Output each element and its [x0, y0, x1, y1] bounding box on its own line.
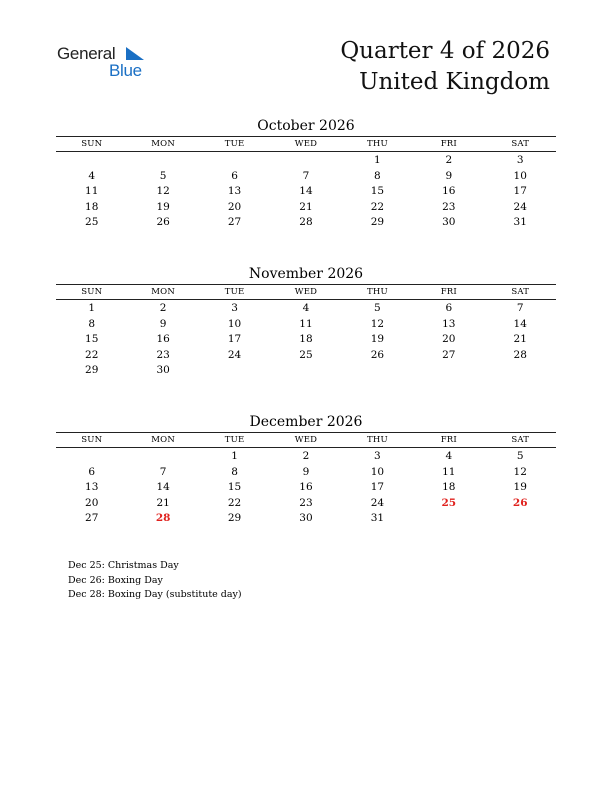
- empty-day-cell: [127, 152, 198, 168]
- weekday-header: FRI: [440, 435, 457, 445]
- day-cell: 17: [513, 185, 527, 197]
- logo-text-blue: Blue: [109, 61, 142, 80]
- weekday-header: SAT: [511, 287, 530, 297]
- day-cell: 3: [231, 302, 238, 314]
- weekday-header: SAT: [511, 435, 530, 445]
- day-cell: 29: [85, 364, 99, 376]
- day-cell: 14: [513, 317, 527, 330]
- weekday-header: MON: [151, 139, 175, 149]
- day-cell: 21: [299, 200, 313, 213]
- day-cell: 2: [445, 154, 453, 166]
- day-cell: 5: [374, 302, 381, 314]
- weekday-header: TUE: [224, 435, 245, 445]
- day-cell: 1: [374, 154, 381, 166]
- weekday-header: MON: [151, 287, 175, 297]
- holiday-day-cell: 28: [155, 512, 171, 524]
- day-cell: 3: [374, 450, 381, 462]
- weekday-header-row: [56, 433, 556, 448]
- holiday-day-cell: 25: [441, 496, 457, 509]
- day-cell: 10: [370, 465, 385, 478]
- title-quarter: Quarter 4 of 2026: [340, 38, 550, 64]
- calendar-grid: [56, 284, 556, 378]
- day-cell: 5: [516, 450, 524, 462]
- day-cell: 30: [299, 512, 313, 524]
- day-cell: 20: [442, 333, 456, 345]
- day-cell: 31: [513, 216, 527, 228]
- day-cell: 12: [370, 317, 385, 330]
- day-cell: 26: [370, 348, 385, 361]
- weekday-header: THU: [366, 139, 388, 149]
- day-cell: 15: [227, 481, 242, 493]
- day-cell: 17: [227, 333, 242, 345]
- day-cell: 27: [85, 512, 99, 524]
- weekday-header: SUN: [81, 435, 103, 445]
- month-title: December 2026: [249, 414, 363, 430]
- page-title: [340, 36, 550, 98]
- day-cell: 18: [85, 200, 99, 213]
- day-cell: 1: [231, 450, 238, 462]
- day-cell: 6: [445, 302, 453, 314]
- day-cell: 14: [156, 481, 170, 493]
- day-cell: 26: [156, 216, 170, 228]
- weekday-header-row: [56, 285, 556, 300]
- month-december: [56, 412, 556, 526]
- weekday-header: FRI: [440, 139, 457, 149]
- holiday-note: Dec 28: Boxing Day (substitute day): [68, 589, 242, 600]
- logo-triangle-icon: [126, 47, 146, 62]
- day-cell: 4: [445, 450, 453, 462]
- day-cell: 16: [442, 185, 456, 197]
- day-cell: 24: [227, 348, 242, 361]
- weekday-header: THU: [366, 435, 388, 445]
- day-cell: 13: [85, 481, 99, 493]
- day-cell: 22: [370, 200, 385, 213]
- day-cell: 7: [302, 169, 310, 182]
- day-cell: 2: [302, 450, 310, 462]
- weekday-header: TUE: [224, 139, 245, 149]
- logo-text-general: General: [57, 44, 116, 63]
- week-row: [56, 183, 556, 199]
- week-row: [56, 495, 556, 511]
- day-cell: 20: [85, 496, 99, 509]
- day-cell: 9: [445, 169, 453, 182]
- day-cell: 5: [159, 169, 167, 182]
- empty-day-cell: [127, 448, 198, 464]
- day-cell: 21: [156, 496, 170, 509]
- week-row: [56, 464, 556, 480]
- week-row: [56, 316, 556, 332]
- day-cell: 19: [513, 481, 527, 493]
- day-cell: 30: [442, 216, 456, 228]
- weekday-header: WED: [294, 287, 318, 297]
- day-cell: 6: [88, 465, 96, 478]
- day-cell: 9: [302, 465, 310, 478]
- day-cell: 23: [299, 496, 313, 509]
- day-cell: 4: [302, 302, 310, 314]
- day-cell: 7: [159, 465, 167, 478]
- day-cell: 16: [156, 333, 170, 345]
- day-cell: 2: [159, 302, 167, 314]
- day-cell: 15: [85, 333, 99, 345]
- day-cell: 9: [159, 317, 167, 330]
- day-cell: 24: [513, 200, 527, 213]
- empty-day-cell: [270, 362, 341, 378]
- empty-day-cell: [56, 152, 127, 168]
- day-cell: 25: [85, 216, 99, 228]
- day-cell: 11: [85, 185, 99, 197]
- holiday-note: Dec 26: Boxing Day: [68, 574, 163, 586]
- weekday-header: SUN: [81, 139, 103, 149]
- month-title: October 2026: [257, 118, 355, 134]
- day-cell: 7: [516, 302, 524, 314]
- day-cell: 13: [442, 317, 456, 330]
- week-row: [56, 479, 556, 495]
- day-cell: 12: [156, 185, 170, 197]
- day-cell: 13: [227, 185, 242, 197]
- day-cell: 10: [227, 317, 242, 330]
- weekday-header: THU: [366, 287, 388, 297]
- day-cell: 29: [370, 216, 385, 228]
- day-cell: 3: [516, 154, 524, 166]
- empty-day-cell: [270, 152, 341, 168]
- day-cell: 10: [513, 169, 527, 182]
- weekday-header: FRI: [440, 287, 457, 297]
- day-cell: 28: [299, 216, 313, 228]
- day-cell: 24: [370, 496, 385, 509]
- day-cell: 28: [513, 348, 527, 361]
- calendar-grid: [56, 432, 556, 526]
- weekday-header: WED: [294, 139, 318, 149]
- day-cell: 30: [156, 364, 170, 376]
- empty-day-cell: [485, 510, 556, 526]
- day-cell: 21: [513, 333, 527, 345]
- day-cell: 23: [442, 200, 456, 213]
- day-cell: 18: [299, 333, 313, 345]
- day-cell: 27: [442, 348, 456, 361]
- weekday-header: WED: [294, 435, 318, 445]
- week-row: [56, 362, 556, 378]
- month-title: November 2026: [248, 266, 364, 282]
- week-row: [56, 331, 556, 347]
- day-cell: 31: [370, 512, 385, 524]
- day-cell: 11: [299, 317, 313, 330]
- day-cell: 17: [370, 481, 385, 493]
- day-cell: 23: [156, 348, 170, 361]
- title-country: United Kingdom: [359, 69, 550, 95]
- brand-logo: [57, 44, 157, 84]
- empty-day-cell: [485, 362, 556, 378]
- week-row: [56, 448, 556, 464]
- holiday-note: Dec 25: Christmas Day: [68, 560, 179, 571]
- empty-day-cell: [56, 448, 127, 464]
- month-october: [56, 116, 556, 230]
- week-row: [56, 510, 556, 526]
- empty-day-cell: [342, 362, 413, 378]
- day-cell: 15: [370, 185, 385, 197]
- day-cell: 12: [513, 465, 527, 478]
- empty-day-cell: [413, 510, 484, 526]
- weeks-container: [56, 300, 556, 378]
- day-cell: 8: [231, 465, 238, 478]
- day-cell: 18: [442, 481, 456, 493]
- day-cell: 4: [88, 169, 96, 182]
- weekday-header: SUN: [81, 287, 103, 297]
- empty-day-cell: [413, 362, 484, 378]
- empty-day-cell: [199, 152, 270, 168]
- week-row: [56, 199, 556, 215]
- week-row: [56, 152, 556, 168]
- day-cell: 19: [370, 333, 385, 345]
- weekday-header-row: [56, 137, 556, 152]
- day-cell: 14: [299, 185, 313, 197]
- day-cell: 25: [299, 348, 313, 361]
- weekday-header: MON: [151, 435, 175, 445]
- weekday-header: SAT: [511, 139, 530, 149]
- week-row: [56, 300, 556, 316]
- holiday-notes: [68, 559, 242, 603]
- day-cell: 22: [85, 348, 99, 361]
- holiday-day-cell: 26: [512, 496, 528, 509]
- day-cell: 8: [374, 169, 381, 182]
- day-cell: 20: [227, 200, 242, 213]
- day-cell: 8: [88, 317, 96, 330]
- day-cell: 6: [231, 169, 238, 182]
- day-cell: 1: [88, 302, 96, 314]
- weeks-container: [56, 448, 556, 526]
- day-cell: 19: [156, 200, 170, 213]
- calendar-grid: [56, 136, 556, 230]
- weeks-container: [56, 152, 556, 230]
- day-cell: 27: [227, 216, 242, 228]
- day-cell: 16: [299, 481, 313, 493]
- day-cell: 29: [227, 512, 242, 524]
- day-cell: 22: [227, 496, 242, 509]
- empty-day-cell: [199, 362, 270, 378]
- week-row: [56, 214, 556, 230]
- month-november: [56, 264, 556, 378]
- weekday-header: TUE: [224, 287, 245, 297]
- week-row: [56, 168, 556, 184]
- day-cell: 11: [442, 465, 456, 478]
- week-row: [56, 347, 556, 363]
